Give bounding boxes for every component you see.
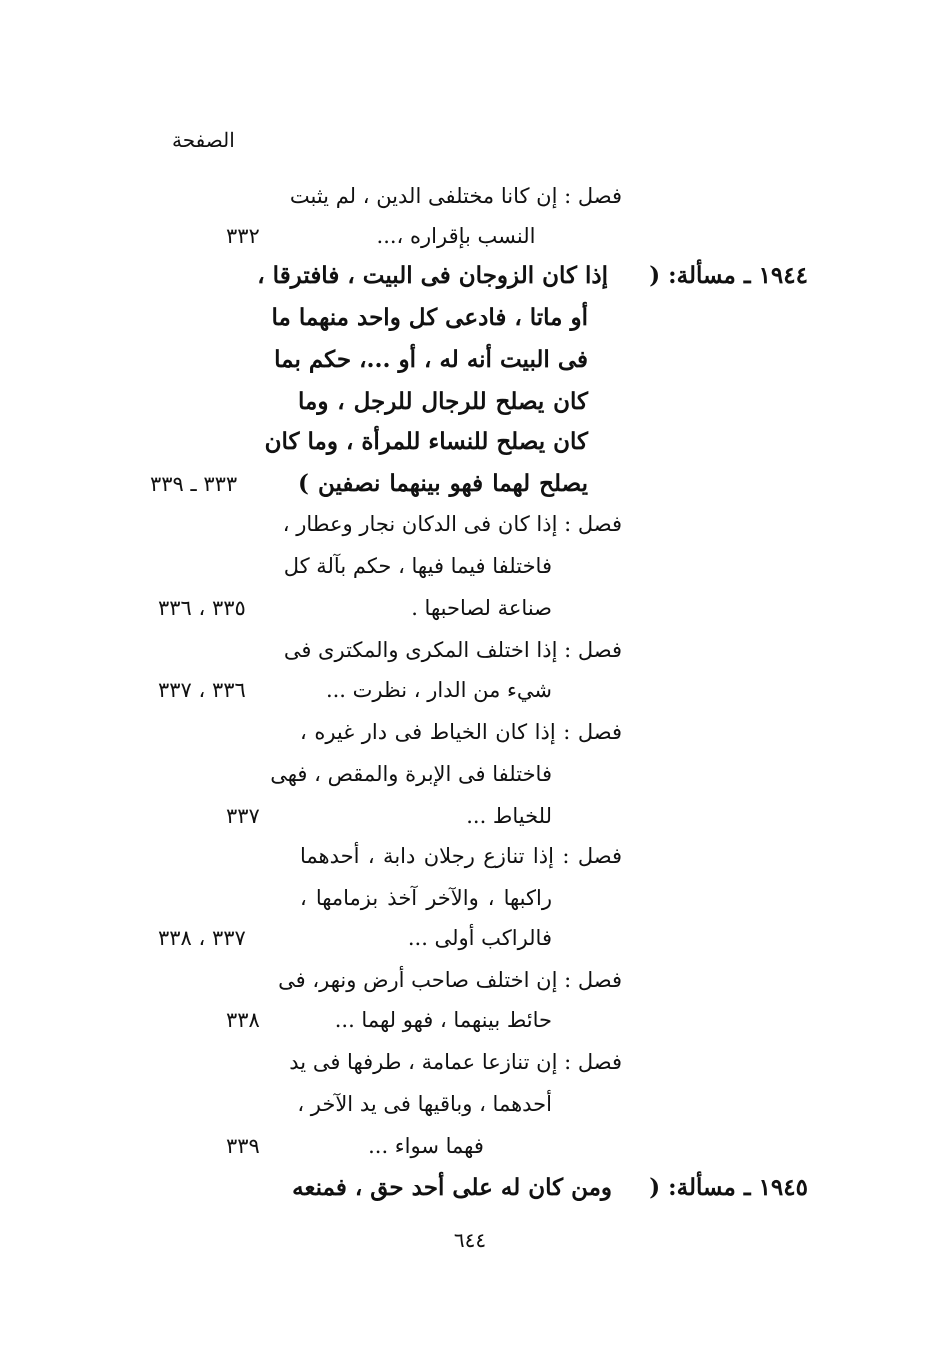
entry-line: صناعة لصاحبها .: [411, 596, 552, 620]
page-reference: ٣٣٦ ، ٣٣٧: [158, 678, 246, 702]
entry-line: فصل : إذا كان فى الدكان نجار وعطار ،: [282, 512, 622, 536]
page-reference: ٣٣٨: [226, 1008, 260, 1032]
entry-line: فاختلفا فيما فيها ، حكم بآلة كل: [283, 554, 552, 578]
page-reference: ٣٣٣ ـ ٣٣٩: [150, 472, 238, 496]
entry-line: النسب بإقراره ،...: [376, 224, 536, 248]
page-reference: ٣٣٧: [226, 804, 260, 828]
entry-line: شيء من الدار ، نظرت ...: [325, 678, 552, 702]
masala-number: ١٩٤٤ ـ مسألة: (: [649, 262, 808, 289]
masala-number: ١٩٤٥ ـ مسألة: (: [649, 1174, 808, 1201]
page-reference: ٣٣٢: [226, 224, 260, 248]
page-reference: ٣٣٥ ، ٣٣٦: [158, 596, 246, 620]
entry-line: فصل : إن كانا مختلفى الدين ، لم يثبت: [289, 184, 622, 208]
entry-line: حائط بينهما ، فهو لهما ...: [334, 1008, 552, 1032]
entry-line: للخياط ...: [466, 804, 552, 828]
entry-line: راكبها ، والآخر آخذ بزمامها ،: [300, 886, 552, 910]
entry-line: أو ماتا ، فادعى كل واحد منهما ما: [271, 304, 588, 331]
entry-line: فى البيت أنه له ، أو ...، حكم بما: [274, 346, 588, 373]
entry-line: كان يصلح للرجال للرجل ، وما: [298, 388, 588, 415]
entry-line: فصل : إن تنازعا عمامة ، طرفها فى يد: [289, 1050, 622, 1074]
entry-line: إذا كان الزوجان فى البيت ، فافترقا ،: [257, 262, 608, 289]
entry-line: فصل : إن اختلف صاحب أرض ونهر، فى: [278, 968, 622, 992]
entry-line: كان يصلح للنساء للمرأة ، وما كان: [264, 428, 588, 455]
page-reference: ٣٣٧ ، ٣٣٨: [158, 926, 246, 950]
entry-line: فصل : إذا كان الخياط فى دار غيره ،: [300, 720, 622, 744]
page-reference: ٣٣٩: [226, 1134, 260, 1158]
entry-line: أحدهما ، وباقيها فى يد الآخر ،: [297, 1092, 552, 1116]
entry-line: فاختلفا فى الإبرة والمقص ، فهى: [270, 762, 552, 786]
entry-line: فصل : إذا تنازع رجلان دابة ، أحدهما: [300, 844, 622, 868]
page-column-header: الصفحة: [172, 128, 235, 152]
entry-line: فالراكب أولى ...: [407, 926, 552, 950]
entry-line: ومن كان له على أحد حق ، فمنعه: [292, 1174, 612, 1201]
page-number: ٦٤٤: [453, 1228, 487, 1252]
entry-line: فصل : إذا اختلف المكرى والمكترى فى: [283, 638, 622, 662]
entry-line: فهما سواء ...: [368, 1134, 484, 1158]
entry-line: يصلح لهما فهو بينهما نصفين ): [298, 470, 588, 497]
